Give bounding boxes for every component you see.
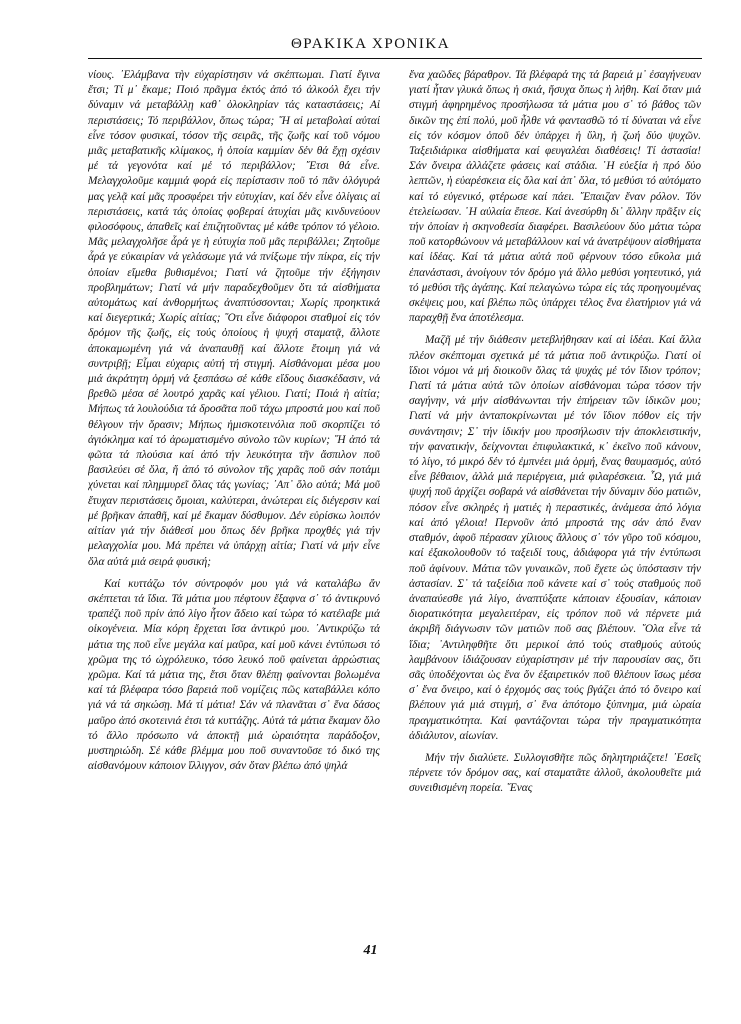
- text-column-left: [88, 68, 380, 944]
- paragraph: ἕνα χαῶδες βάραθρον. Τά βλέφαρά της τά βαρειά μ᾽ ἐσαγήνευαν γιατί ἦταν γλυκά ὅπως ἡ σκιά, ἥσυχα ὅπως ἡ λήθη. Καί ὅταν μιά στιγμή ἀφηρημένος προσήλωσα τά μάτια μου σ᾽ τό βάθος τῶν δικῶν της ἐπί πολύ, μοῦ ἦλθε νά φαντασθῶ τό τί δύναται νά εἶνε εἰς τόν κόσμον ὁποῦ δέν ὑπάρχει ἡ ὕλη, ἡ ζωή δύο ψυχῶν. Ταξειδιάρικα αἰσθήματα καί φευγαλέαι διαθέσεις! Τί ἀστασία! Σάν ὄνειρα ἀλλάζετε φάσεις καί στάδια. ῾Η εὐεξία ἡ πρό δύο λεπτῶν, ἡ εὐαρέσκεια εἰς ὅλα καί ἀπ᾽ ὅλα, τό μεθύσι τό αὐτόματο καί τό εὐγενικό, φτέρωσε καί πάει. ῎Επαιζαν ἕναν ρόλον. Τόν ἐτελείωσαν. ῾Η αὐλαία ἔπεσε. Καί ἀνεσύρθη δι᾽ ἄλλην πρᾶξιν εἰς τήν ὁποίαν ἡ σκηνοθεσία διαφέρει. Βασιλεύουν δύο μάτια τώρα ποῦ κατορθώνουν νά μεταβάλλουν καί νά ἀνατρέψουν αἰσθήματα καί ἰδέας. Καί τά μάτια αὐτά ποῦ φέρνουν τόσο εὔκολα μιά ἐπανάστασι, ἀνοίγουν τόν δρόμο γιά ἄλλο μεθύσι γοητευτικό, γιά τό μεθύσι τῆς ἀγάπης. Καί πελαγώνω τώρα εἰς τάς προηγουμένας σκέψεις μου, καί βλέπω πῶς ὑπάρχει τέλος ἕνα ἐλατήριον γιά νά παραχθῇ ἕνα ἀποτέλεσμα.: [409, 69, 701, 325]
- header-rule: [88, 58, 702, 59]
- text-column-right: [409, 68, 701, 944]
- paragraph: Μήν τήν διαλύετε. Συλλογισθῆτε πῶς δηλητηριάζετε! ᾽Εσεῖς πέρνετε τόν δρόμον σας, καί σταματᾶτε ἀλλοῦ, ἀκολουθεῖτε μιά συνειθισμένη πορεία. ῞Ενας: [409, 751, 701, 795]
- paragraph: Μαζῆ μέ τήν διάθεσιν μετεβλήθησαν καί αἱ ἰδέαι. Καί ἄλλα πλέον σκέπτομαι σχετικά μέ τά μάτια ποῦ ἀντικρύζω. Γιατί οἱ ἴδιοι νόμοι νά μή διοικοῦν ὅλας τά ψυχάς μέ τόν ἴδιον τρόπον; Γιατί τά μάτια αὐτά τῶν ὁποίων αἰσθάνομαι τώρα τόσον τήν σαγήνην, νά μήν αἰσθάνωνται τήν ἐπήρειαν τῶν ἰδικῶν μου; Γιατί νά μήν ἀνταποκρίνωνται μέ τόν ἴδιον πόθον εἰς τήν συνάντησιν; Σ᾽ τήν ἰδικήν μου προσήλωσιν τήν ἀποκλειστικήν, τήν φανατικήν, δείχνονται ἐπιφυλακτικά, κ᾽ ἐκεῖνο ποῦ κάνουν, τό λίγο, τό μικρό δέν τό ἐμπνέει μιά ὁρμή, ἕνας θαυμασμός, αὐτό εἶνε βέθαιον, ἀλλά μιά περιέργεια, μιά φιλαρέσκεια. ῏Ω, γιά μιά ψυχή ποῦ ἀρχίζει σοβαρά νά αἰσθάνεται τήν δύναμιν δύο ματιῶν, πόσον εἶνε σκληρές ἡ ματιές ἡ περαστικές, ἀνάμεσα ἀπό λόγια καί ἀπό γέλοια! Περνοῦν ἀπό μπροστά της σάν ἀπό ἕναν σταθμόν, ἀφοῦ πέρασαν χίλιους ἄλλους σ᾽ τόν γῦρο τοῦ κόσμου, καί ἐξακολουθοῦν τό ταξειδί τους, ἀδιάφορα γιά τήν ἐντύπωσι ποῦ ἀφίνουν. Μάτια τῶν γυναικῶν, ποῦ ἔχετε ὡς ὑπόστασιν τήν ἀστασίαν. Σ᾽ τά ταξείδια ποῦ κάνετε καί σ᾽ τούς σταθμούς ποῦ ἀναπαύεσθε γιά λίγο, ἀναπτύξατε κάποιαν ἐξουσίαν, κάποιαν διορατικότητα μεγαλειτέραν, εἰς τρόπον ποῦ νά πέρνετε μιά ἀκριβῆ διάγνωσιν τῶν ματιῶν ποῦ σας βλέπουν. ῞Ολα εἶνε τά ἴδια; ᾽Αντιληφθῆτε ὅτι μερικοί ἀπό τούς σταθμούς αὐτούς λαμβάνουν ἰδιάζουσαν εὐχαρίστησιν μέ τήν παρουσίαν σας, ὅτι σᾶς ὑποδέχονται ὡς ἕνα ὄν ἐξαιρετικόν ποῦ θλέπουν ἴσως μέσα σ᾽ ἕνα ὄνειρο, καί ὁ ἐρχομός σας τούς βγάζει ἀπό τό ὄνειρο καί βλέπουν γιά μιά στιγμή, σ᾽ ἕνα ἀπότομο ξύπνημα, μιά ὡραία πραγματικότητα. Καί φαντάζονται τώρα τήν πραγματικότητα ἀδιάλυτον, αἰωνίαν.: [409, 334, 701, 742]
- paragraph: Καί κυττάζω τόν σύντροφόν μου γιά νά καταλάβω ἄν σκέπτεται τά ἴδια. Τά μάτια μου πέφτουν ἔξαφνα σ᾽ τό ἀντικρυνό τραπέζι ποῦ πρίν ἀπό λίγο ἦτον ἄδειο καί τώρα τό κατέλαβε μιά οἰκογένεια. Μία κόρη ἔρχεται ἴσα ἀντικρύ μου. ᾽Αντικρύζω τά μάτια της ποῦ εἶνε μεγάλα καί μαῦρα, καί μοῦ κάνει ἐντύπωσι τό χρῶμα της τό ὠχρόλευκο, τόσο λευκό ποῦ φαίνεται ἀρρώστιας χρῶμα. Καί τά μάτια της, ἔτσι ὅταν θλέπῃ φαίνονται βολωμένα καί τά βλέφαρα τόσο βαρειά ποῦ νομίζεις πῶς καταβάλλει κόπο γιά νά τά σηκώσῃ. Μά τί μάτια! Σάν νά πλανᾶται σ᾽ ἕνα δάσος μαῦρο ἀπό σκοτεινιά ἐτσι τά κυττάζης. Αὐτά τά μάτια ἔκαμαν ὅλο τό ἄλλο πρόσωπο νά ἀποκτῇ μιά ὡραιότητα παράδοξον, μυστηριώδη. Σέ κάθε βλέμμα μου ποῦ συναντοῦσε τό δικό της αἰσθανόμουν κάποιον ἴλλιγγον, σάν ὅταν βλέπω ἀπό ψηλά: [88, 577, 380, 773]
- running-head: ΘΡΑΚΙΚΑ ΧΡΟΝΙΚΑ: [290, 36, 451, 52]
- page-number: 41: [363, 943, 378, 958]
- paragraph: νίους. ᾽Ελάμβανα τὴν εὐχαρίστησιν νά σκέπτωμαι. Γιατί ἔγινα ἔτσι; Τί μ᾽ ἔκαμε; Ποιό πρᾶγμα ἐκτός ἀπό τό ἀλκοόλ ἔχει τήν δύναμιν νά μεταβάλλῃ καθ᾽ ὁλοκληρίαν τάς καταστάσεις; Αἱ περιστάσεις; Τό περιβάλλον, ὅπως τώρα; ῞Η αἱ μεταβολαί αὐταί εἶνε τόσον φυσικαί, τόσον τῆς σειρᾶς, τῆς ζωῆς καί τοῦ νόμου μιᾶς μεταβατικῆς κλίμακος, ἡ ὁποία καμμίαν δέν θά ἔχῃ σχέσιν μέ τά γεγονότα καί μέ τό περιβάλλον; ῎Ετσι θά εἶνε. Μελαγχολοῦμε καμμιά φορά εἰς περίστασιν ποῦ τό πᾶν ὀλόγυρά μας γελᾷ καί μᾶς προσφέρει τήν εὐτυχίαν, καί δέν εἶνε ὀλίγαις αἱ περιστάσεις, κατά τάς ὁποίας φοβεραί ἀτυχίαι μᾶς κινδυνεύουν φιλοσόφους, ἀπαθεῖς καί ἐπιζητοῦντας μέ κάθε τρόπον τό γέλοιο. Μᾶς μελαγχολῆσε ἆρά γε ἡ εὐτυχία ποῦ μᾶς περιβάλλει; Ζητοῦμε ἆρά γε εὐκαιρίαν νά γελάσωμε γιά νά πνίξωμε τήν πίκρα, εἰς τήν ὁποίαν εἴμεθα βυθισμένοι; Γιατί νά ζητοῦμε τήν ἐξήγησιν προβλημάτων; Γιατί νά μήν παραδεχθοῦμεν ὅτι τά αἰσθήματα αὐτομάτως καί ἀνθορμήτως ἀναπτύσσονται; Χωρίς προηκτικά καί διεγερτικά; Χωρίς αἰτίας; ῞Οτι εἶνε διάφοροι σταθμοί εἰς τόν δρόμον τῆς ζωῆς, εἰς τούς ὁποίους ἡ ψυχή σταματᾷ, ἄλλοτε ἀποκαμωμένη γιά νά ἀναπαυθῇ καί ἄλλοτε ἕτοιμη γιά νά συντριβῇ; Εἶμαι εὐχαρις αὐτή τή στιγμή. Αἰσθάνομαι μέσα μου μιά ἀκράτητη ὁρμή νά ξεσπάσω σέ κάθε εἴδους διασκέδασιν, νά βρεθῶ μέσα σέ λουτρό χαρᾶς καί γέλιου. Γιατί; Ποιά ἡ αἰτία; Μήπως τά λουλούδια τά δροσᾶτα ποῦ τάχω μπροστά μου καί ποῦ θέλγουν τήν ὅρασιν; Μήπως ἡμισκοτεινόλια ποῦ σκορπίζει τό ἀγιόκλημα καί τό ἀρωματισμένο σύνολο τῶν κυρίων; ῞Η ἀπό τά φῶτα τά πλούσια καί ἀπό τήν λευκότητα τῆν ἄσπιλον ποῦ βασιλεύει σέ ὅλα, ἤ ἀπό τό σύνολον τῆς χαρᾶς ποῦ σάν ποτάμι χύνεται καί πλημμυρεῖ ὅλας τάς γωνίας; ᾽Απ᾽ ὅλο αὐτά; Μά μοῦ ἔτυχαν περιστάσεις ὅμοιαι, καλύτεραι, ἀνώτεραι εἰς διέγερσιν καί μέ βρῆκαν ἀπαθῆ, καί μέ ἔκαμαν δύσθυμον. Δέν εὑρίσκω λοιπόν αἰτίαν γιά τήν διάθεσί μου ὅπως δέν βρῆκα προχθές γιά τήν μελαγχολία μου. Μά πρέπει νά ὑπάρχῃ αἰτία; Γιατί νά μήν εἶνε ὅλα αὐτά μιά σειρά φυσική;: [88, 69, 380, 568]
